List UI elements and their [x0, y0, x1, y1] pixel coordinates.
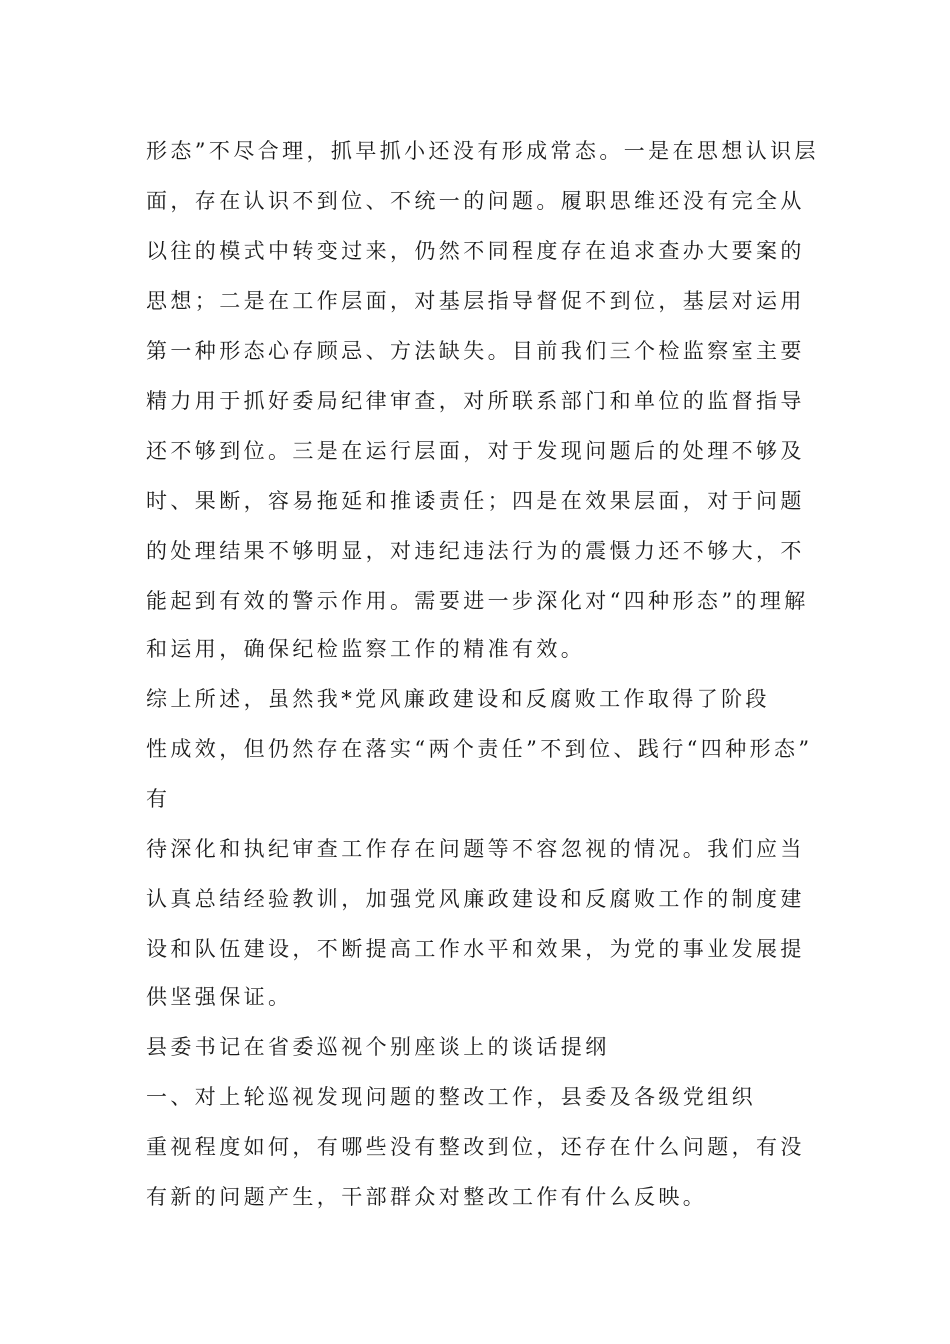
paragraph-line: 设和队伍建设，不断提高工作水平和效果，为党的事业发展提 [146, 937, 805, 961]
section-title: 县委书记在省委巡视个别座谈上的谈话提纲 [146, 1035, 610, 1059]
paragraph-line: 有新的问题产生，干部群众对整改工作有什么反映。 [146, 1185, 708, 1209]
paragraph-line: 以往的模式中转变过来，仍然不同程度存在追求查办大要案的 [146, 239, 805, 263]
paragraph-line: 时、果断，容易拖延和推诿责任；四是在效果层面，对于问题 [146, 489, 805, 513]
paragraph-line: 综上所述，虽然我*党风廉政建设和反腐败工作取得了阶段 [146, 687, 770, 711]
paragraph-line: 还不够到位。三是在运行层面，对于发现问题后的处理不够及 [146, 439, 805, 463]
paragraph-line: 的处理结果不够明显，对违纪违法行为的震慑力还不够大，不 [146, 539, 805, 563]
paragraph-line: 一、对上轮巡视发现问题的整改工作，县委及各级党组织 [146, 1085, 756, 1109]
paragraph-line: 和运用，确保纪检监察工作的精准有效。 [146, 637, 586, 661]
paragraph-line: 形态”不尽合理，抓早抓小还没有形成常态。一是在思想认识层 [146, 139, 819, 163]
paragraph-line: 认真总结经验教训，加强党风廉政建设和反腐败工作的制度建 [146, 887, 805, 911]
paragraph-line: 供坚强保证。 [146, 985, 293, 1009]
paragraph-line: 性成效，但仍然存在落实“两个责任”不到位、践行“四种形态” [146, 737, 813, 761]
paragraph-line: 待深化和执纪审查工作存在问题等不容忽视的情况。我们应当 [146, 837, 805, 861]
paragraph-line: 思想；二是在工作层面，对基层指导督促不到位，基层对运用 [146, 289, 805, 313]
paragraph-line: 面，存在认识不到位、不统一的问题。履职思维还没有完全从 [146, 189, 805, 213]
paragraph-line: 精力用于抓好委局纪律审查，对所联系部门和单位的监督指导 [146, 389, 805, 413]
paragraph-line: 第一种形态心存顾忌、方法缺失。目前我们三个检监察室主要 [146, 339, 805, 363]
paragraph-line: 有 [146, 787, 171, 811]
paragraph-line: 能起到有效的警示作用。需要进一步深化对“四种形态”的理解 [146, 589, 809, 613]
paragraph-line: 重视程度如何，有哪些没有整改到位，还存在什么问题，有没 [146, 1135, 805, 1159]
